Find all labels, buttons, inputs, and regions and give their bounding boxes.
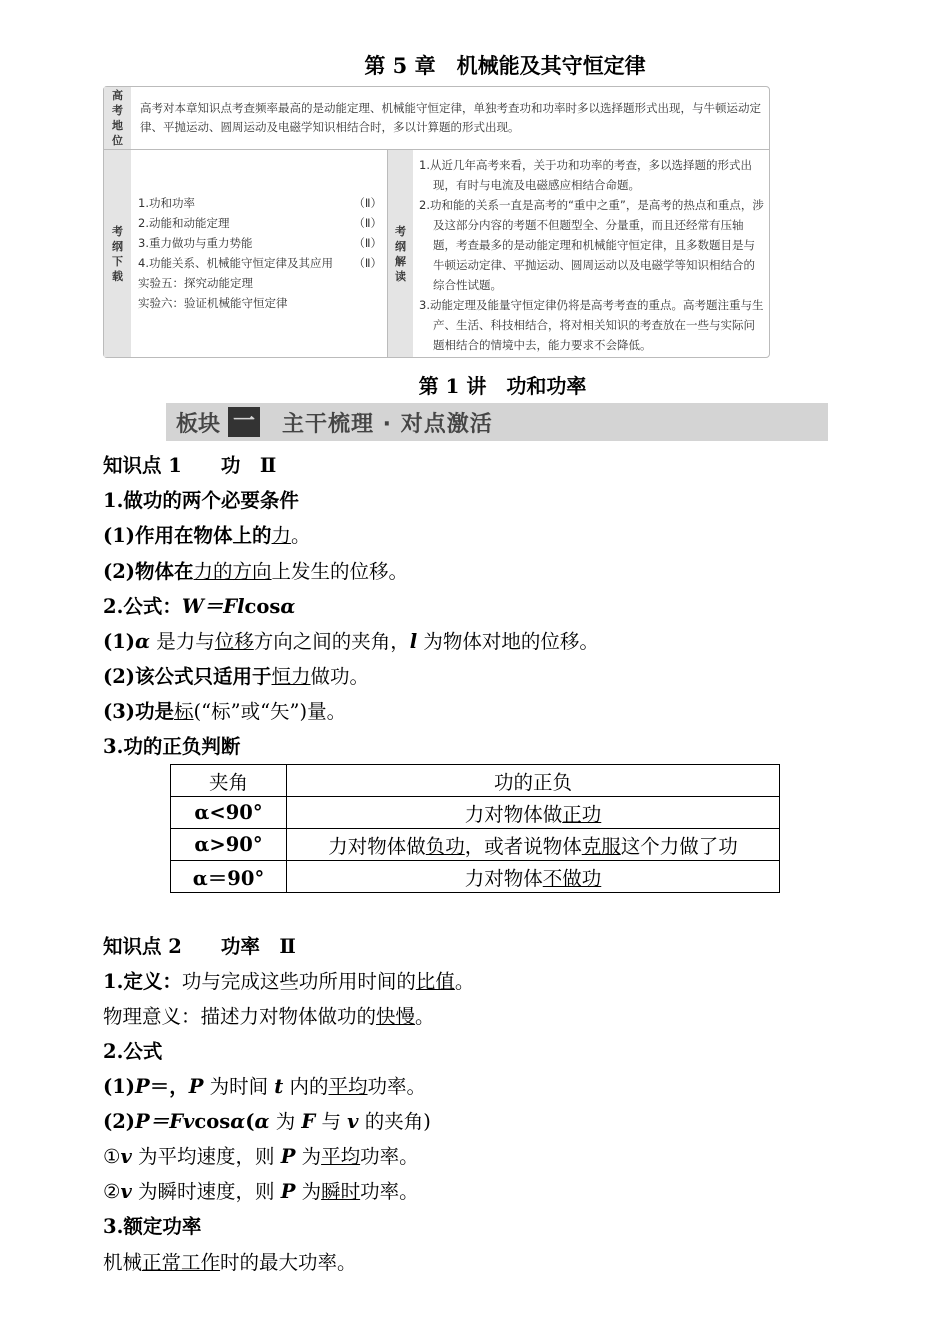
kp2-heading: 知识点 2 功率 Ⅱ <box>103 935 296 958</box>
kp2-meaning: 物理意义：描述力对物体做功的快慢。 <box>103 1005 435 1028</box>
kp1-s1-title: 1.做功的两个必要条件 <box>103 489 299 512</box>
angle-cell: α<90° <box>171 797 287 829</box>
kp1-s3-title: 3.功的正负判断 <box>103 735 241 758</box>
sign-cell: 力对物体做正功 <box>287 797 780 829</box>
outline-item: 4.功能关系、机械能守恒定律及其应用 （Ⅱ） <box>138 256 382 270</box>
exam-info-box <box>103 86 770 358</box>
table-header: 功的正负 <box>287 765 780 797</box>
work-sign-table <box>170 764 780 893</box>
kp2-formula-2: (2)P＝Fvcosα(α 为 F 与 v 的夹角) <box>103 1110 431 1133</box>
kp2-s3-title: 3.额定功率 <box>103 1215 202 1238</box>
exam-position-text: 高考对本章知识点考查频率最高的是动能定理、机械能守恒定律，单独考查功和功率时多以选择题形式出现，与牛顿运动定律、平抛运动、圆周运动及电磁学知识相结合时，多以计算题的形式出现。 <box>140 101 761 134</box>
kp2-s2-title: 2.公式 <box>103 1040 163 1063</box>
kp1-s1-a: (1)作用在物体上的力。 <box>103 524 311 547</box>
reading-label: 考 纲 解 读 <box>388 150 413 357</box>
outline-list <box>138 193 382 313</box>
table-row <box>171 829 780 861</box>
kp1-s2-c: (3)功是标(“标”或“矢”)量。 <box>103 700 347 723</box>
table-row <box>171 797 780 829</box>
angle-cell: α＝90° <box>171 861 287 893</box>
kp2-definition: 1.定义：功与完成这些功所用时间的比值。 <box>103 970 475 993</box>
reading-item: 1.从近几年高考来看，关于功和功率的考查，多以选择题的形式出现，有时与电流及电磁感应相结合命题。 <box>419 158 752 192</box>
outline-item: 实验五：探究动能定理 <box>138 276 253 290</box>
kp1-s2-title: 2.公式：W＝Flcosα <box>103 595 296 618</box>
outline-item: 2.动能和动能定理 （Ⅱ） <box>138 216 382 230</box>
outline-item: 实验六：验证机械能守恒定律 <box>138 296 288 310</box>
reading-item: 3.动能定理及能量守恒定律仍将是高考考查的重点。高考题注重与生产、生活、科技相结合，将对相关知识的考查放在一些与实际问题相结合的情境中去，能力要求不会降低。 <box>419 298 764 352</box>
outline-item: 3.重力做功与重力势能 （Ⅱ） <box>138 236 382 250</box>
sign-cell: 力对物体做负功，或者说物体克服这个力做了功 <box>287 829 780 861</box>
outline-item: 1.功和功率 （Ⅱ） <box>138 196 382 210</box>
kp1-s2-b: (2)该公式只适用于恒力做功。 <box>103 665 370 688</box>
lecture-title: 第 1 讲 功和功率 <box>418 374 587 398</box>
kp1-s1-b: (2)物体在力的方向上发生的位移。 <box>103 560 409 583</box>
table-header: 夹角 <box>171 765 287 797</box>
banner-number: 一 <box>228 407 260 437</box>
table-row <box>171 861 780 893</box>
sign-cell: 力对物体不做功 <box>287 861 780 893</box>
reading-item: 2.功和能的关系一直是高考的“重中之重”，是高考的热点和重点，涉及这部分内容的考题不但题型全、分量重，而且还经常有压轴题，考查最多的是动能定理和机械能守恒定律，且多数题目是与牛顿运动定律、平抛运动、圆周运动以及电磁学等知识相结合的综合性试题。 <box>419 198 764 292</box>
kp1-s2-a: (1)α 是力与位移方向之间的夹角，l 为物体对地的位移。 <box>103 630 599 653</box>
angle-cell: α>90° <box>171 829 287 861</box>
kp2-case-1: ①v 为平均速度，则 P 为平均功率。 <box>103 1145 419 1168</box>
kp2-case-2: ②v 为瞬时速度，则 P 为瞬时功率。 <box>103 1180 419 1203</box>
banner-title: 主干梳理 · 对点激活 <box>282 411 493 437</box>
kp2-rated-power: 机械正常工作时的最大功率。 <box>103 1251 357 1274</box>
exam-position-label: 高 考 地 位 <box>104 87 131 149</box>
outline-label: 考 纲 下 载 <box>104 150 131 357</box>
section-banner <box>166 403 828 441</box>
banner-prefix: 板块 <box>176 411 221 437</box>
reading-list <box>419 155 766 355</box>
kp2-formula-1: (1)P＝，P 为时间 t 内的平均功率。 <box>103 1075 427 1098</box>
table-header-row <box>171 765 780 797</box>
divider <box>104 149 769 150</box>
chapter-title: 第 5 章 机械能及其守恒定律 <box>364 53 646 78</box>
kp1-heading: 知识点 1 功 Ⅱ <box>103 454 277 477</box>
